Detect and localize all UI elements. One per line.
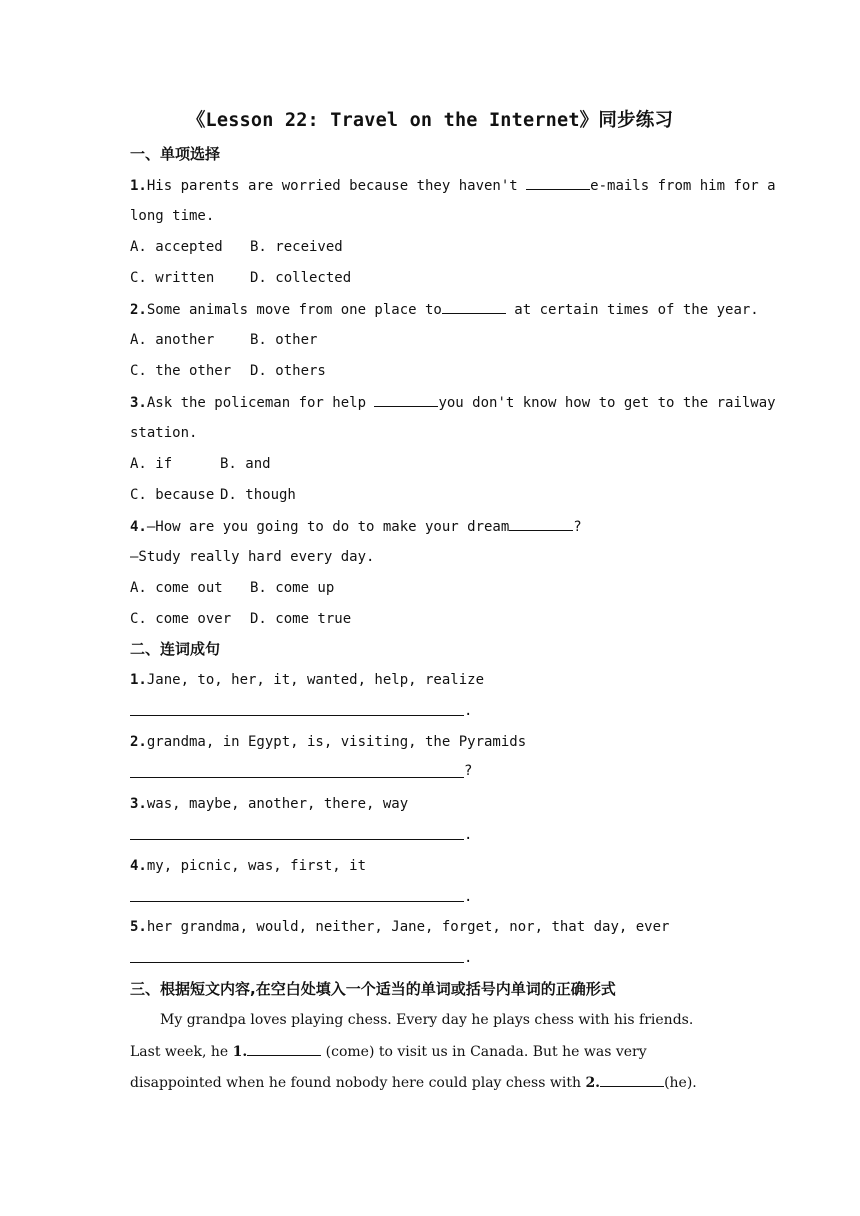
answer-line[interactable] [130, 777, 464, 778]
answer-blank[interactable] [509, 516, 573, 531]
end-punctuation: . [464, 827, 473, 843]
word-list: my, picnic, was, first, it [146, 858, 367, 874]
item-number: 5. [130, 919, 147, 935]
question-text: at certain times of the year. [505, 302, 759, 318]
question-number: 4. [130, 519, 147, 535]
option-a: A. if [130, 456, 173, 472]
answer-blank[interactable] [526, 175, 590, 190]
question-text: you don't know how to get to the railway [438, 395, 776, 411]
option-b: B. received [250, 239, 343, 255]
answer-blank[interactable] [442, 299, 506, 314]
question-number: 2. [130, 302, 147, 318]
option-c: C. written [130, 270, 215, 286]
page-title: 《Lesson 22: Travel on the Internet》同步练习 [186, 110, 674, 131]
question-2 [130, 299, 759, 320]
question-number: 3. [130, 395, 147, 411]
passage-blank-1[interactable] [247, 1041, 321, 1056]
passage-text: (come) to visit us in Canada. But he was very [321, 1044, 647, 1060]
question-text: His parents are worried because they haven't [146, 178, 527, 194]
end-punctuation: . [464, 889, 473, 905]
question-text: —How are you going to do to make your dream [146, 519, 510, 535]
passage-line-3 [130, 1072, 730, 1093]
option-a: A. accepted [130, 239, 223, 255]
word-list: her grandma, would, neither, Jane, forget, nor, that day, ever [146, 919, 670, 935]
option-a: A. come out [130, 580, 223, 596]
passage-line-2 [130, 1041, 730, 1062]
option-c: C. because [130, 487, 215, 503]
item-number: 2. [130, 734, 147, 750]
answer-line[interactable] [130, 901, 464, 902]
blank-number: 2. [585, 1075, 601, 1091]
question-text: Some animals move from one place to [146, 302, 442, 318]
blank-number: 1. [232, 1044, 248, 1060]
end-punctuation: . [464, 703, 473, 719]
option-d: D. come true [250, 611, 352, 627]
item-number: 3. [130, 796, 147, 812]
question-text-continued: long time. [130, 208, 215, 224]
passage-text: Last week, he [130, 1044, 233, 1060]
reorder-item-5 [130, 917, 669, 937]
word-list: grandma, in Egypt, is, visiting, the Pyramids [146, 734, 527, 750]
dialogue-response: —Study really hard every day. [130, 549, 375, 565]
passage-text: disappointed when he found nobody here could play chess with [130, 1075, 586, 1091]
option-c: C. the other [130, 363, 232, 379]
answer-blank[interactable] [374, 392, 438, 407]
answer-line[interactable] [130, 962, 464, 963]
reorder-item-2 [130, 732, 526, 752]
question-number: 1. [130, 178, 147, 194]
answer-line[interactable] [130, 839, 464, 840]
option-b: B. come up [250, 580, 335, 596]
question-text: e-mails from him for a [590, 178, 776, 194]
item-number: 4. [130, 858, 147, 874]
end-punctuation: ? [464, 763, 473, 779]
option-c: C. come over [130, 611, 232, 627]
option-d: D. others [250, 363, 326, 379]
option-a: A. another [130, 332, 215, 348]
section-heading-2: 二、连词成句 [130, 640, 221, 658]
question-4 [130, 516, 582, 537]
end-punctuation: . [464, 950, 473, 966]
answer-line[interactable] [130, 715, 464, 716]
word-list: was, maybe, another, there, way [146, 796, 409, 812]
word-list: Jane, to, her, it, wanted, help, realize [146, 672, 485, 688]
reorder-item-1 [130, 670, 484, 690]
question-text: ? [573, 519, 582, 535]
option-b: B. and [220, 456, 271, 472]
option-d: D. though [220, 487, 296, 503]
question-1 [130, 175, 776, 196]
reorder-item-3 [130, 794, 408, 814]
question-3 [130, 392, 776, 413]
section-heading-3: 三、根据短文内容,在空白处填入一个适当的单词或括号内单词的正确形式 [130, 980, 616, 998]
passage-text: (he). [664, 1075, 697, 1091]
section-heading-1: 一、单项选择 [130, 145, 221, 163]
question-text-continued: station. [130, 425, 198, 441]
option-b: B. other [250, 332, 318, 348]
reorder-item-4 [130, 856, 366, 876]
question-text: Ask the policeman for help [146, 395, 375, 411]
option-d: D. collected [250, 270, 352, 286]
item-number: 1. [130, 672, 147, 688]
passage-blank-2[interactable] [600, 1072, 664, 1087]
passage-line-1: My grandpa loves playing chess. Every day he plays chess with his friends. [160, 1012, 694, 1028]
